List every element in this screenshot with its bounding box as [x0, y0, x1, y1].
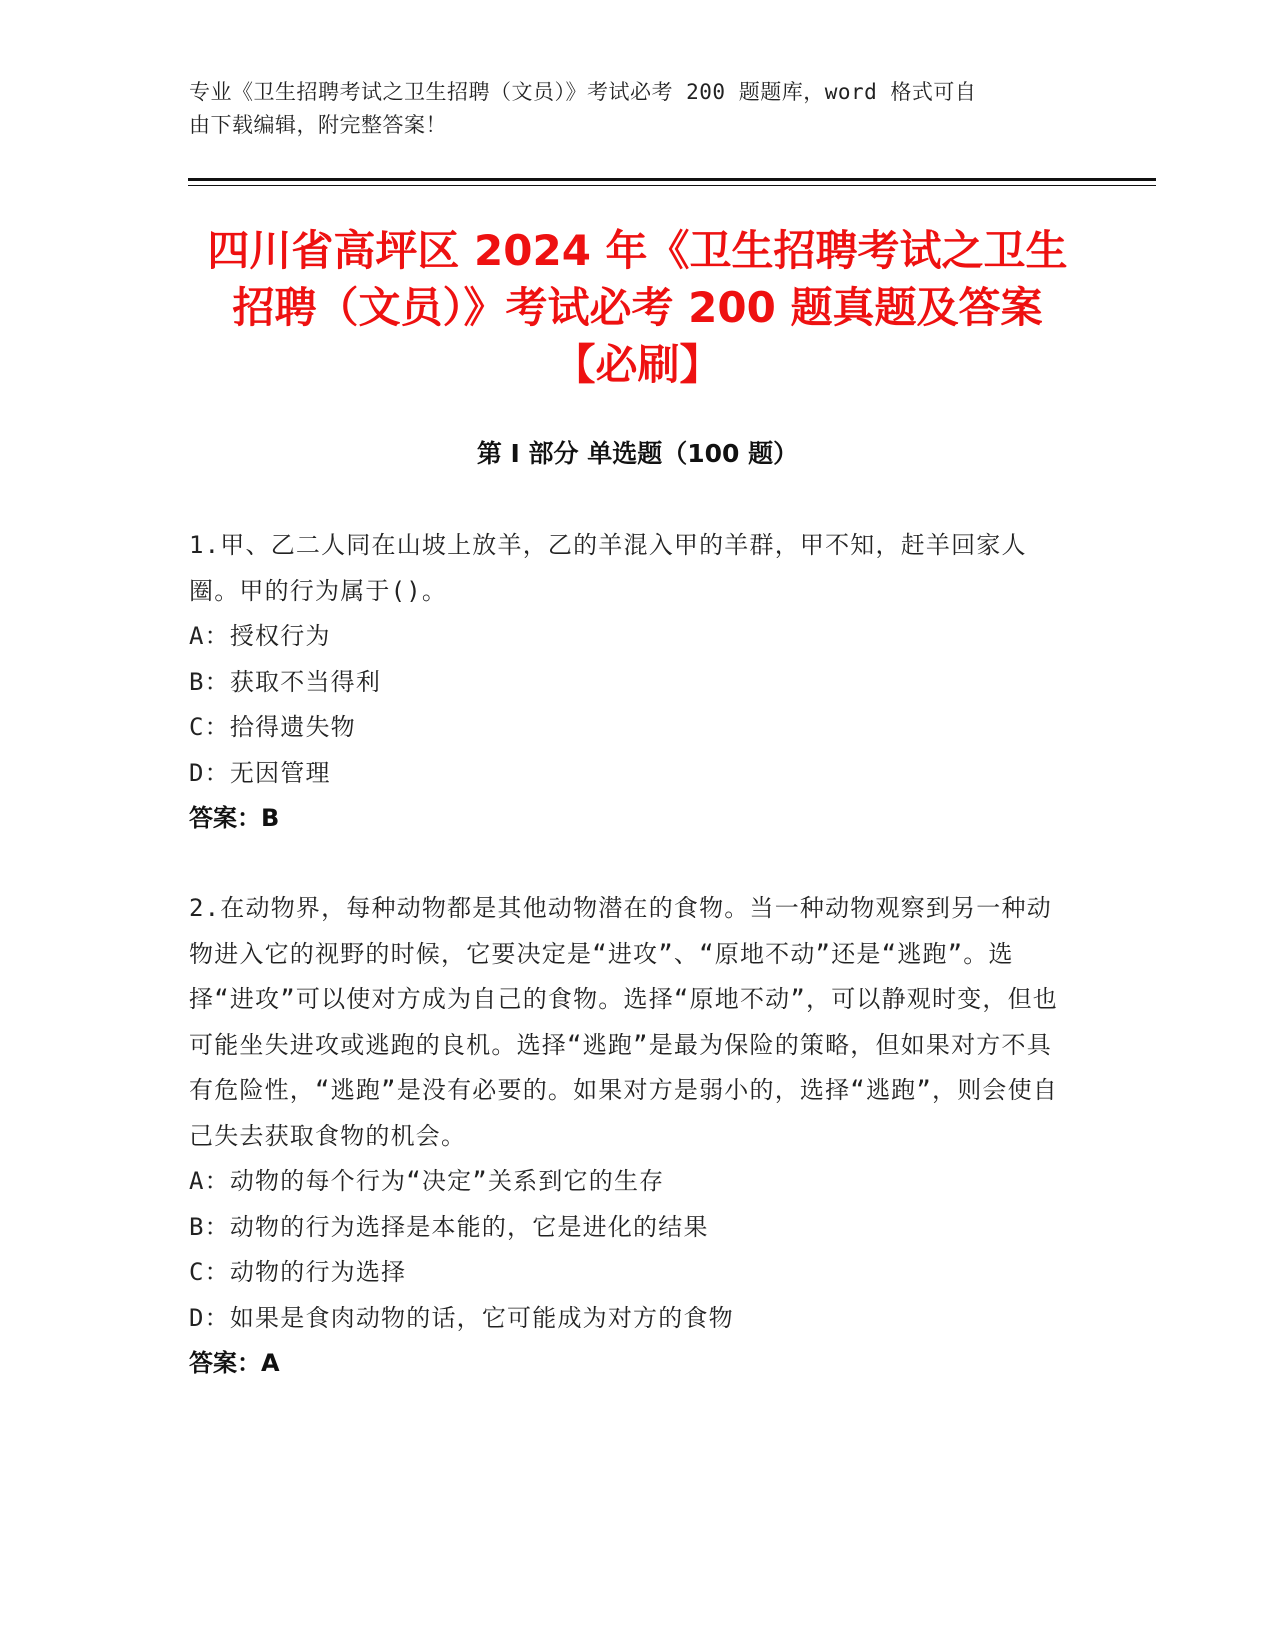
header-rule-thin	[188, 185, 1156, 186]
document-title	[150, 222, 1125, 393]
title-line-2: 招聘（文员）》考试必考 200 题真题及答案	[232, 283, 1043, 332]
option-c: C：拾得遗失物	[189, 713, 356, 741]
answer-label: 答案：A	[189, 1349, 280, 1377]
section-title: 第 I 部分 单选题（100 题）	[476, 439, 799, 468]
option-d: D：无因管理	[189, 758, 331, 787]
option-a: A：授权行为	[189, 622, 331, 650]
title-line-3: 【必刷】	[553, 340, 722, 389]
header-rule-thick	[188, 178, 1156, 181]
header-note-line-1: 专业《卫生招聘考试之卫生招聘（文员）》考试必考 200 题题库，word 格式可自	[189, 80, 977, 104]
question-stem: 1.甲、乙二人同在山坡上放羊，乙的羊混入甲的羊群，甲不知，赶羊回家人圈。甲的行为属于()。	[189, 531, 1027, 605]
option-c: C：动物的行为选择	[189, 1258, 407, 1286]
option-b: B：获取不当得利	[189, 667, 382, 696]
option-d: D：如果是食肉动物的话，它可能成为对方的食物	[189, 1303, 734, 1332]
option-a: A：动物的每个行为“决定”关系到它的生存	[189, 1167, 665, 1195]
question-stem: 2.在动物界，每种动物都是其他动物潜在的食物。当一种动物观察到另一种动物进入它的视野的时候，它要决定是“进攻”、“原地不动”还是“逃跑”。选择“进攻”可以使对方成为自己的食物。选择“原地不动”，可以静观时变，但也可能坐失进攻或逃跑的良机。选择“逃跑”是最为保险的策略，但如果对方不具有危险性，“逃跑”是没有必要的。如果对方是弱小的，选择“逃跑”，则会使自己失去获取食物的机会。	[189, 894, 1058, 1150]
title-line-1: 四川省高坪区 2024 年《卫生招聘考试之卫生	[207, 226, 1068, 275]
question-2	[189, 886, 1069, 1387]
option-b: B：动物的行为选择是本能的，它是进化的结果	[189, 1212, 709, 1241]
header-note-line-2: 由下载编辑，附完整答案！	[189, 113, 447, 137]
header-note	[189, 76, 1069, 142]
question-1	[189, 523, 1069, 842]
answer-label: 答案：B	[189, 804, 280, 832]
